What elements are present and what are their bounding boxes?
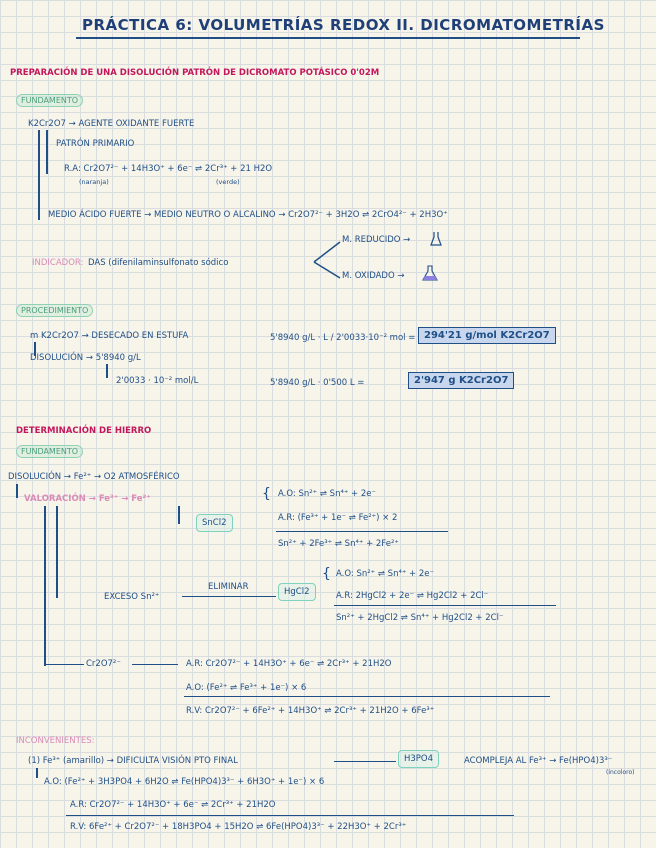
cr2o7-label: Cr2O7²⁻ — [86, 659, 121, 669]
acompleja-line: ACOMPLEJA AL Fe³⁺ → Fe(HPO4)3³⁻ — [464, 756, 613, 766]
sum-line — [66, 815, 514, 816]
section3-heading: INCONVENIENTES: — [16, 736, 95, 746]
ar-1: A.R: (Fe³⁺ + 1e⁻ ⇌ Fe²⁺) × 2 — [278, 513, 398, 523]
m-reducido: M. REDUCIDO → — [342, 235, 411, 245]
ao-1: A.O: Sn²⁺ ⇌ Sn⁴⁺ + 2e⁻ — [278, 489, 377, 499]
bracket-line — [56, 506, 58, 598]
oxidant-line: K2Cr2O7 → AGENTE OXIDANTE FUERTE — [28, 119, 195, 129]
title-underline — [76, 37, 580, 39]
patron-line: PATRÓN PRIMARIO — [56, 139, 135, 149]
rv-3: R.V: Cr2O7²⁻ + 6Fe²⁺ + 14H3O⁺ ⇌ 2Cr³⁺ + 21H2O + 6Fe³⁺ — [186, 706, 435, 716]
bracket-line — [44, 506, 46, 666]
flask-empty-icon — [430, 231, 442, 247]
ao-3: A.O: (Fe²⁺ ⇌ Fe³⁺ + 1e⁻) × 6 — [186, 683, 307, 693]
valoracion-line: VALORACIÓN → Fe³⁺ → Fe²⁺ — [24, 494, 151, 504]
fundamento-badge: FUNDAMENTO — [16, 94, 83, 107]
arrow-line — [182, 596, 276, 597]
bracket-line — [16, 484, 18, 498]
proc-line-1: m K2Cr2O7 → DESECADO EN ESTUFA — [30, 331, 189, 341]
bracket-line — [46, 130, 48, 174]
proc-line-2: DISOLUCIÓN → 5'8940 g/L — [30, 353, 141, 363]
ar-2: A.R: 2HgCl2 + 2e⁻ ⇌ Hg2Cl2 + 2Cl⁻ — [336, 591, 489, 601]
ra-note-right: (verde) — [216, 178, 240, 186]
section2-heading: DETERMINACIÓN DE HIERRO — [16, 426, 152, 436]
h3po4-box: H3PO4 — [398, 750, 439, 768]
result-2: 2'947 g K2Cr2O7 — [408, 372, 514, 389]
flask-purple-icon — [422, 265, 438, 283]
brace: { — [322, 566, 331, 582]
incoloro-note: (incoloro) — [606, 769, 635, 776]
ar-4: A.R: Cr2O7²⁻ + 14H3O⁺ + 6e⁻ ⇌ 2Cr³⁺ + 21H2O — [70, 800, 276, 810]
sncl2-box: SnCl2 — [196, 514, 233, 532]
m-oxidado: M. OXIDADO → — [342, 271, 405, 281]
reaction-ra: R.A: Cr2O7²⁻ + 14H3O⁺ + 6e⁻ ⇌ 2Cr³⁺ + 21 H2O — [64, 164, 273, 174]
indicador-label: INDICADOR: — [32, 258, 84, 268]
sum-line — [334, 605, 556, 606]
rv-1: Sn²⁺ + 2Fe³⁺ ⇌ Sn⁴⁺ + 2Fe²⁺ — [278, 539, 399, 549]
ao-4: A.O: (Fe²⁺ + 3H3PO4 + 6H2O ⇌ Fe(HPO4)3³⁻ + 6H3O⁺ + 1e⁻) × 6 — [44, 777, 325, 787]
inconveniente-1: (1) Fe³⁺ (amarillo) → DIFICULTA VISIÓN PTO FINAL — [28, 756, 238, 766]
indicador-text: DAS (difenilaminsulfonato sódico — [88, 258, 229, 268]
result-1: 294'21 g/mol K2Cr2O7 — [418, 327, 556, 344]
section1-heading: PREPARACIÓN DE UNA DISOLUCIÓN PATRÓN DE DICROMATO POTÁSICO 0'02M — [10, 68, 380, 78]
arrow-line — [132, 664, 178, 665]
arrow-line — [334, 761, 396, 762]
bracket-line — [106, 364, 108, 378]
fundamento2-badge: FUNDAMENTO — [16, 445, 83, 458]
arrow-line — [44, 664, 84, 665]
rv-2: Sn²⁺ + 2HgCl2 ⇌ Sn⁴⁺ + Hg2Cl2 + 2Cl⁻ — [336, 613, 504, 623]
eliminar-label: ELIMINAR — [208, 582, 249, 592]
page-title: PRÁCTICA 6: VOLUMETRÍAS REDOX II. DICROMATOMETRÍAS — [82, 16, 605, 34]
calc-1: 5'8940 g/L · L / 2'0033·10⁻² mol = — [270, 333, 416, 343]
calc-2: 5'8940 g/L · 0'500 L = — [270, 378, 365, 388]
bracket-line — [38, 130, 40, 220]
exceso-line: EXCESO Sn²⁺ — [104, 592, 160, 602]
proc-line-3: 2'0033 · 10⁻² mol/L — [116, 376, 199, 386]
ar-3: A.R: Cr2O7²⁻ + 14H3O⁺ + 6e⁻ ⇌ 2Cr³⁺ + 21H2O — [186, 659, 392, 669]
bracket-line — [178, 506, 180, 524]
rv-4: R.V: 6Fe²⁺ + Cr2O7²⁻ + 18H3PO4 + 15H2O ⇌ 6Fe(HPO4)3³⁻ + 22H3O⁺ + 2Cr³⁺ — [70, 822, 407, 832]
fork-lines — [312, 240, 342, 280]
medio-line: MEDIO ÁCIDO FUERTE → MEDIO NEUTRO O ALCALINO → Cr2O7²⁻ + 3H2O ⇌ 2CrO4²⁻ + 2H3O⁺ — [48, 210, 448, 220]
procedimiento-badge: PROCEDIMIENTO — [16, 304, 93, 317]
sum-line — [184, 696, 550, 697]
disolucion-line: DISOLUCIÓN → Fe²⁺ → O2 ATMOSFÉRICO — [8, 472, 180, 482]
brace: { — [262, 486, 271, 502]
bracket-line — [36, 768, 38, 778]
sum-line — [276, 531, 448, 532]
hgcl2-box: HgCl2 — [278, 583, 316, 601]
ra-note-left: (naranja) — [79, 178, 109, 186]
ao-2: A.O: Sn²⁺ ⇌ Sn⁴⁺ + 2e⁻ — [336, 569, 435, 579]
